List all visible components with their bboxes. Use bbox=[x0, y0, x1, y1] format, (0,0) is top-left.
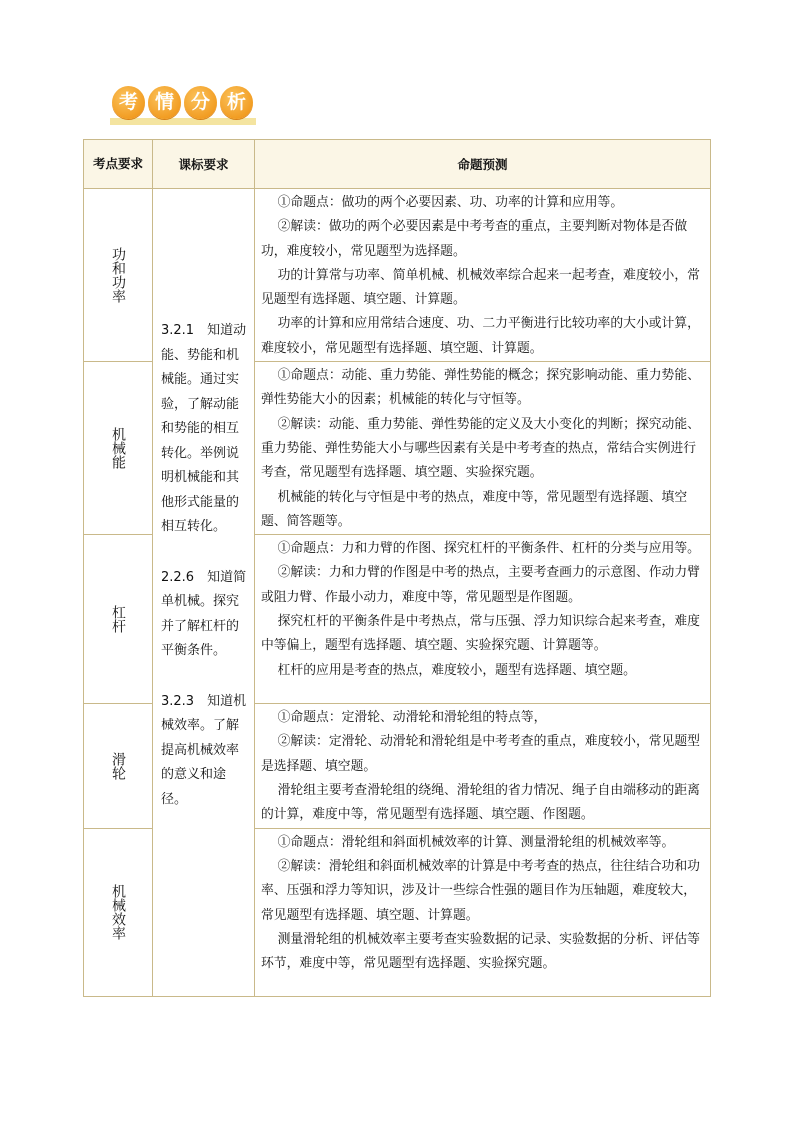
standard-item: 2.2.6 知道简单机械。探究并了解杠杆的平衡条件。 bbox=[161, 569, 247, 658]
prediction-paragraph: 机械能的转化与守恒是中考的热点，难度中等，常见题型有选择题、填空题、简答题等。 bbox=[261, 489, 688, 529]
standard-item: 3.2.3 知道机械效率。了解提高机械效率的意义和途径。 bbox=[161, 693, 247, 807]
prediction-paragraph: ②解读：做功的两个必要因素是中考考查的重点，主要判断对物体是否做功，难度较小，常见题型为选择题。 bbox=[261, 219, 688, 259]
prediction-paragraph: ①命题点：滑轮组和斜面机械效率的计算、测量滑轮组的机械效率等。 bbox=[277, 834, 675, 850]
badge-char: 考 bbox=[112, 86, 145, 119]
prediction-cell bbox=[255, 189, 711, 362]
prediction-paragraph: 测量滑轮组的机械效率主要考查实验数据的记录、实验数据的分析、评估等环节，难度中等，常见题型有选择题、实验探究题。 bbox=[261, 931, 700, 972]
standard-item: 3.2.1 知道动能、势能和机械能。通过实验，了解动能和势能的相互转化。举例说明机械能和其他形式能量的相互转化。 bbox=[161, 323, 247, 534]
badge-char: 情 bbox=[148, 86, 181, 119]
badge-char: 分 bbox=[184, 86, 217, 119]
prediction-paragraph: ①命题点：定滑轮、动滑轮和滑轮组的特点等， bbox=[277, 710, 547, 726]
prediction-paragraph: ②解读：动能、重力势能、弹性势能的定义及大小变化的判断；探究动能、重力势能、弹性势能大小与哪些因素有关是中考考查的热点，常结合实例进行考查，常见题型有选择题、填空题、实验探究题。 bbox=[261, 416, 700, 481]
prediction-paragraph: 滑轮组主要考查滑轮组的绕绳、滑轮组的省力情况、绳子自由端移动的距离的计算，难度中等，常见题型有选择题、填空题、作图题。 bbox=[261, 783, 700, 823]
section-badge-kaoqing-fenxi bbox=[110, 84, 256, 128]
badge-underline bbox=[110, 118, 256, 125]
prediction-paragraph: 功的计算常与功率、简单机械、机械效率综合起来一起考查，难度较小，常见题型有选择题、填空题、计算题。 bbox=[261, 267, 700, 308]
prediction-paragraph: 探究杠杆的平衡条件是中考热点，常与压强、浮力知识综合起来考查，难度中等偏上，题型有选择题、填空题、实验探究题、计算题等。 bbox=[261, 614, 700, 654]
topic-cell bbox=[84, 362, 153, 535]
header-topic: 考点要求 bbox=[84, 140, 153, 189]
prediction-cell bbox=[255, 362, 711, 535]
topic-cell bbox=[84, 704, 153, 828]
topic-cell bbox=[84, 189, 153, 362]
badge-char: 析 bbox=[220, 86, 253, 119]
table-header-row bbox=[84, 140, 711, 189]
table-row bbox=[84, 189, 711, 362]
prediction-paragraph: ①命题点：做功的两个必要因素、功、功率的计算和应用等。 bbox=[277, 195, 624, 210]
topic-cell bbox=[84, 828, 153, 996]
topic-label: 机械能 bbox=[110, 427, 126, 470]
exam-analysis-table bbox=[83, 139, 711, 997]
prediction-paragraph: ①命题点：动能、重力势能、弹性势能的概念；探究影响动能、重力势能、弹性势能大小的因素；机械能的转化与守恒等。 bbox=[261, 368, 700, 408]
prediction-paragraph: ②解读：定滑轮、动滑轮和滑轮组是中考考查的重点，难度较小，常见题型是选择题、填空题。 bbox=[261, 734, 700, 774]
topic-label: 功和功率 bbox=[110, 247, 126, 304]
topic-label: 滑轮 bbox=[110, 751, 126, 780]
header-standard: 课标要求 bbox=[153, 140, 255, 189]
topic-label: 杠杆 bbox=[110, 605, 126, 634]
prediction-paragraph: ②解读：力和力臂的作图是中考的热点，主要考查画力的示意图、作动力臂或阻力臂、作最小动力，难度中等，常见题型是作图题。 bbox=[261, 565, 700, 605]
standard-cell bbox=[153, 189, 255, 997]
prediction-cell bbox=[255, 535, 711, 704]
prediction-cell bbox=[255, 704, 711, 828]
topic-cell bbox=[84, 535, 153, 704]
prediction-paragraph: ①命题点：力和力臂的作图、探究杠杆的平衡条件、杠杆的分类与应用等。 bbox=[277, 541, 700, 557]
prediction-paragraph: ②解读：滑轮组和斜面机械效率的计算是中考考查的热点，往往结合功和功率、压强和浮力等知识，涉及计一些综合性强的题目作为压轴题，难度较大，常见题型有选择题、填空题、计算题。 bbox=[261, 858, 700, 923]
prediction-cell bbox=[255, 828, 711, 996]
prediction-paragraph: 杠杆的应用是考查的热点，难度较小，题型有选择题、填空题。 bbox=[277, 662, 636, 678]
header-prediction: 命题预测 bbox=[255, 140, 711, 189]
prediction-paragraph: 功率的计算和应用常结合速度、功、二力平衡进行比较功率的大小或计算，难度较小，常见题型有选择题、填空题、计算题。 bbox=[261, 316, 700, 356]
topic-label: 机械效率 bbox=[110, 884, 126, 941]
